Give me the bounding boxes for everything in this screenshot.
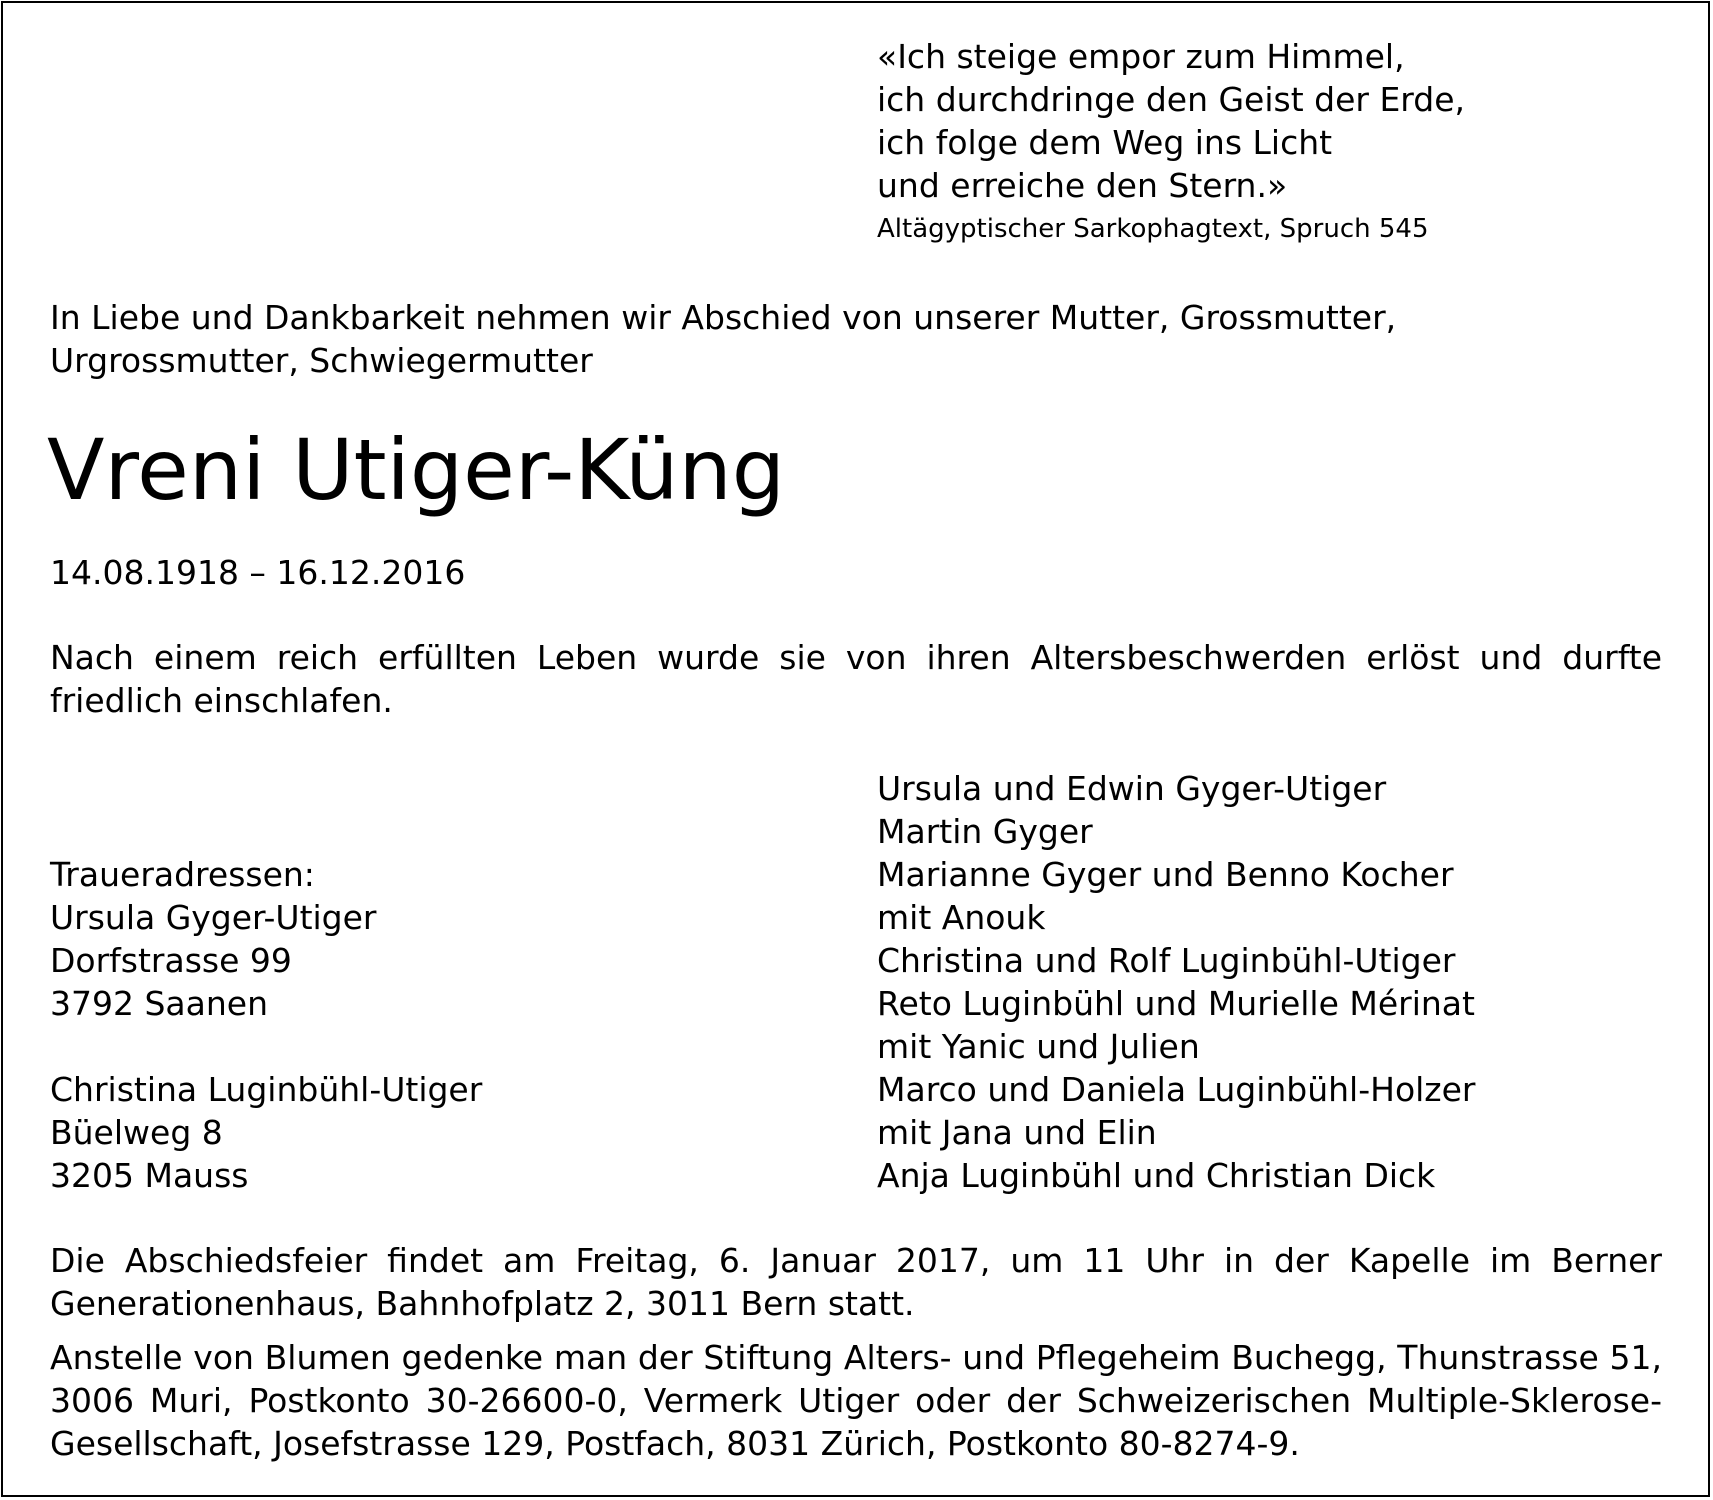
quote-line: «Ich steige empor zum Himmel, <box>877 37 1405 76</box>
address-line: Ursula Gyger-Utiger <box>50 898 377 937</box>
family-line: Christina und Rolf Luginbühl-Utiger <box>877 941 1456 980</box>
quote-block <box>877 35 1465 249</box>
address-line: 3792 Saanen <box>50 984 268 1023</box>
addresses-heading: Traueradressen: <box>50 855 315 894</box>
quote-line: ich folge dem Weg ins Licht <box>877 123 1333 162</box>
family-line: Anja Luginbühl und Christian Dick <box>877 1156 1436 1195</box>
address-spacer <box>50 1025 482 1068</box>
life-dates: 14.08.1918 – 16.12.2016 <box>50 553 466 592</box>
family-line: mit Jana und Elin <box>877 1113 1157 1152</box>
quote-source: Altägyptischer Sarkophagtext, Spruch 545 <box>877 214 1429 244</box>
family-line: Ursula und Edwin Gyger-Utiger <box>877 769 1387 808</box>
quote-line: und erreiche den Stern.» <box>877 166 1288 205</box>
body-text: Nach einem reich erfüllten Leben wurde sie von ihren Altersbeschwerden erlöst und durfte friedlich einschlafen. <box>50 638 1662 720</box>
family-line: Reto Luginbühl und Murielle Mérinat <box>877 984 1475 1023</box>
intro-line: Urgrossmutter, Schwiegermutter <box>50 341 593 380</box>
family-line: mit Anouk <box>877 898 1046 937</box>
family-list <box>877 767 1476 1197</box>
intro-text <box>50 296 1396 382</box>
address-line: Christina Luginbühl-Utiger <box>50 1070 483 1109</box>
deceased-name: Vreni Utiger-Küng <box>47 421 786 519</box>
mourning-addresses <box>50 853 482 1197</box>
family-line: Martin Gyger <box>877 812 1093 851</box>
address-line: 3205 Mauss <box>50 1156 249 1195</box>
intro-line: In Liebe und Dankbarkeit nehmen wir Abschied von unserer Mutter, Grossmutter, <box>50 298 1397 337</box>
address-line: Büelweg 8 <box>50 1113 223 1152</box>
family-line: mit Yanic und Julien <box>877 1027 1200 1066</box>
family-line: Marco und Daniela Luginbühl-Holzer <box>877 1070 1476 1109</box>
ceremony-text: Die Abschiedsfeier findet am Freitag, 6. Januar 2017, um 11 Uhr in der Kapelle im Berner Generationenhaus, Bahnhofplatz 2, 3011 Bern statt. <box>50 1241 1662 1323</box>
donation-text: Anstelle von Blumen gedenke man der Stiftung Alters- und Pflegeheim Buchegg, Thunstrasse 51, 3006 Muri, Postkonto 30-26600-0, Vermerk Utiger oder der Schweizerischen Multiple-Sklerose-Gesellschaft, Josefstrasse 129, Postfach, 8031 Zürich, Postkonto 80-8274-9. <box>50 1338 1662 1463</box>
address-line: Dorfstrasse 99 <box>50 941 292 980</box>
quote-line: ich durchdringe den Geist der Erde, <box>877 80 1466 119</box>
family-line: Marianne Gyger und Benno Kocher <box>877 855 1454 894</box>
